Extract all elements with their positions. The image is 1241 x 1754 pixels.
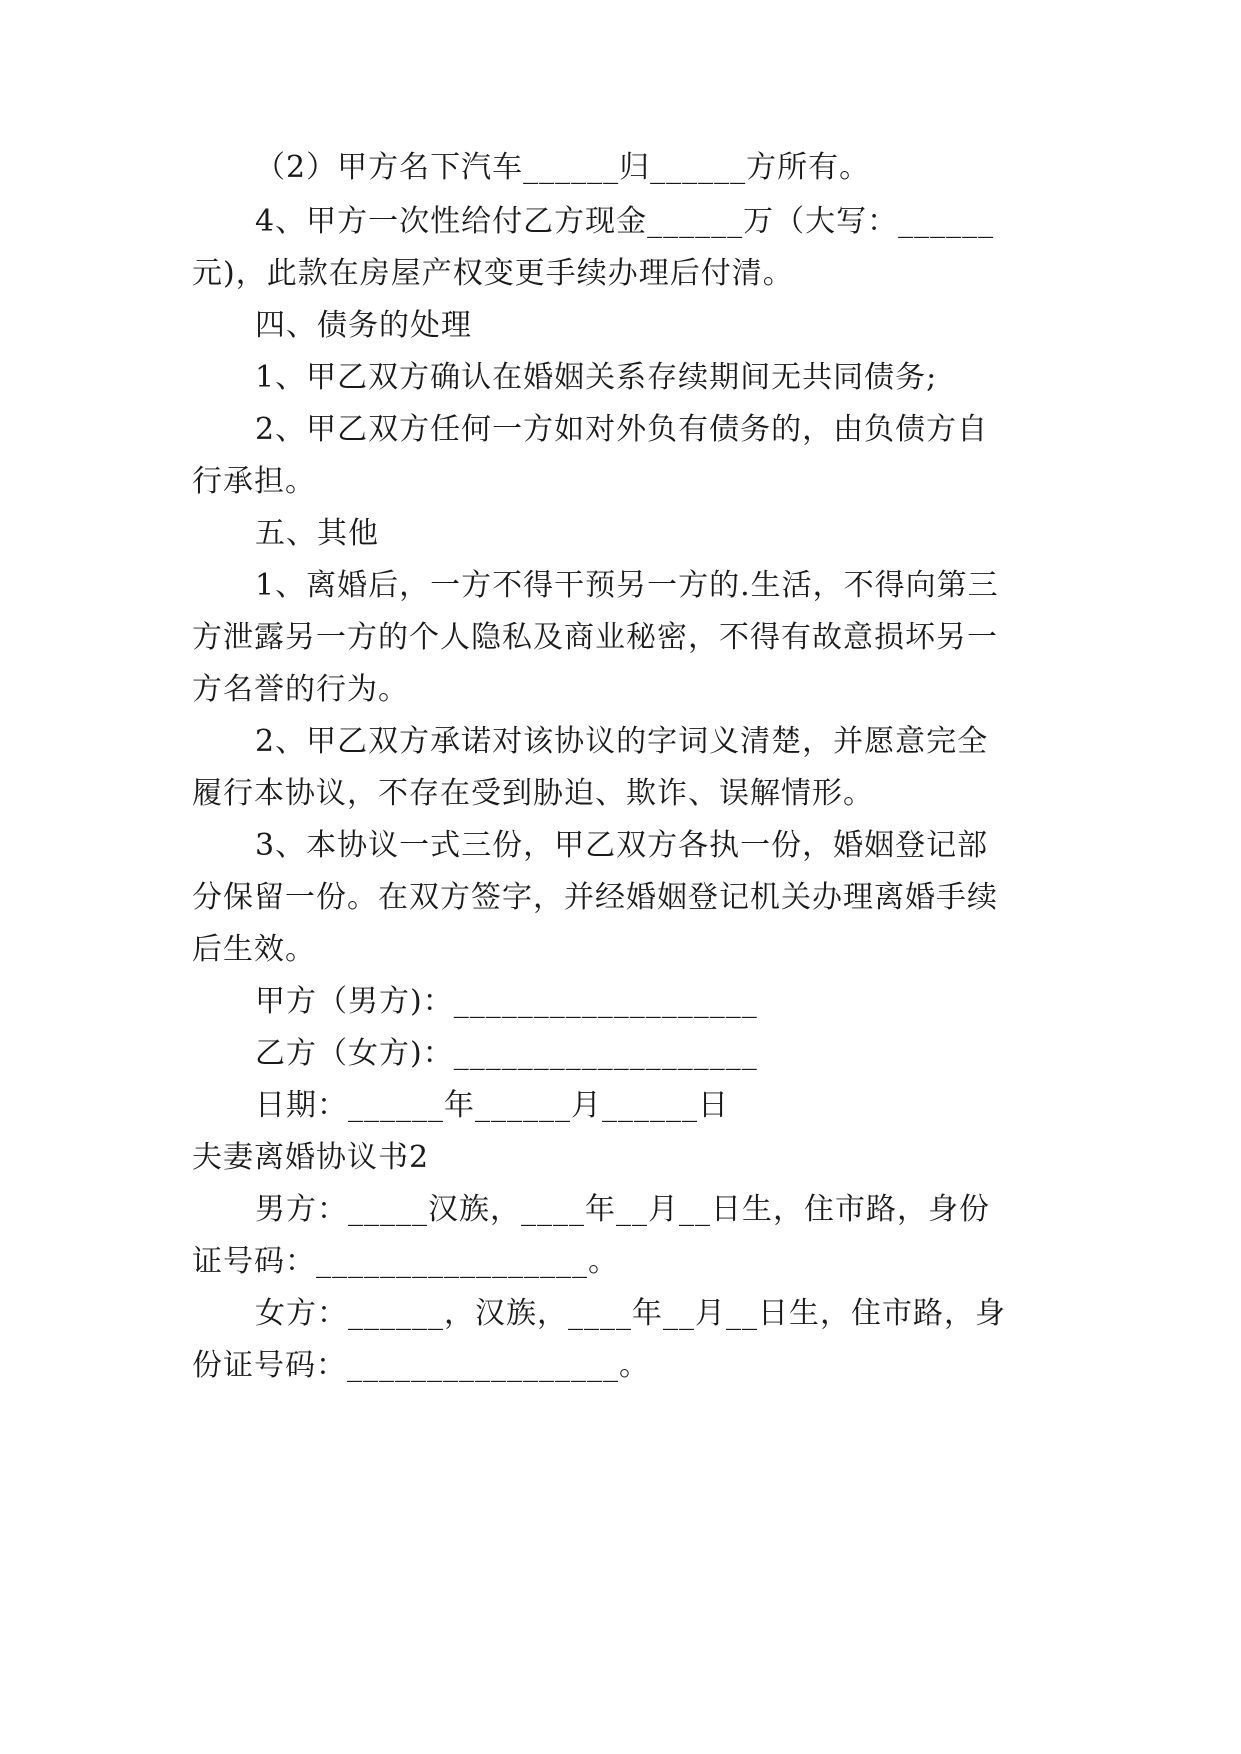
section-heading-debts: 四、债务的处理 bbox=[255, 308, 472, 343]
text-line-female-info: 女方：______，汉族，____年__月__日生，住市路，身 bbox=[255, 1296, 1006, 1331]
date-line: 日期：______年______月______日 bbox=[255, 1088, 729, 1123]
text-line-own-debt: 2、甲乙双方任何一方如对外负有债务的，由负债方自 bbox=[255, 412, 989, 447]
text-line-copies: 3、本协议一式三份，甲乙双方各执一份，婚姻登记部 bbox=[255, 828, 989, 863]
text-line-cash-payment: 4、甲方一次性给付乙方现金______万（大写：______ bbox=[255, 204, 995, 239]
signature-line-party-a: 甲方（男方)：___________________ bbox=[255, 984, 758, 1019]
text-line-no-interference: 1、离婚后，一方不得干预另一方的.生活，不得向第三 bbox=[255, 568, 999, 603]
section-heading-other: 五、其他 bbox=[255, 516, 379, 551]
text-line-copies-cont1: 分保留一份。在双方签字，并经婚姻登记机关办理离婚手续 bbox=[192, 880, 998, 915]
text-line-no-joint-debt: 1、甲乙双方确认在婚姻关系存续期间无共同债务; bbox=[255, 360, 938, 395]
text-line-male-id: 证号码：_________________。 bbox=[192, 1244, 619, 1279]
text-line-understanding: 2、甲乙双方承诺对该协议的字词义清楚，并愿意完全 bbox=[255, 724, 989, 759]
text-line-female-id: 份证号码：_________________。 bbox=[192, 1348, 650, 1383]
text-line-understanding-cont: 履行本协议，不存在受到胁迫、欺诈、误解情形。 bbox=[192, 776, 874, 811]
text-line-no-interference-cont2: 方名誉的行为。 bbox=[192, 672, 409, 707]
text-line-cash-payment-cont: 元)，此款在房屋产权变更手续办理后付清。 bbox=[192, 256, 794, 291]
text-line-car-ownership: （2）甲方名下汽车______归______方所有。 bbox=[255, 150, 871, 185]
text-line-own-debt-cont: 行承担。 bbox=[192, 464, 316, 499]
text-line-copies-cont2: 后生效。 bbox=[192, 932, 316, 967]
text-line-no-interference-cont1: 方泄露另一方的个人隐私及商业秘密，不得有故意损坏另一 bbox=[192, 620, 998, 655]
text-line-male-info: 男方：_____汉族，____年__月__日生，住市路，身份 bbox=[255, 1192, 990, 1227]
document-title-2: 夫妻离婚协议书2 bbox=[192, 1140, 430, 1175]
signature-line-party-b: 乙方（女方)：___________________ bbox=[255, 1036, 758, 1071]
